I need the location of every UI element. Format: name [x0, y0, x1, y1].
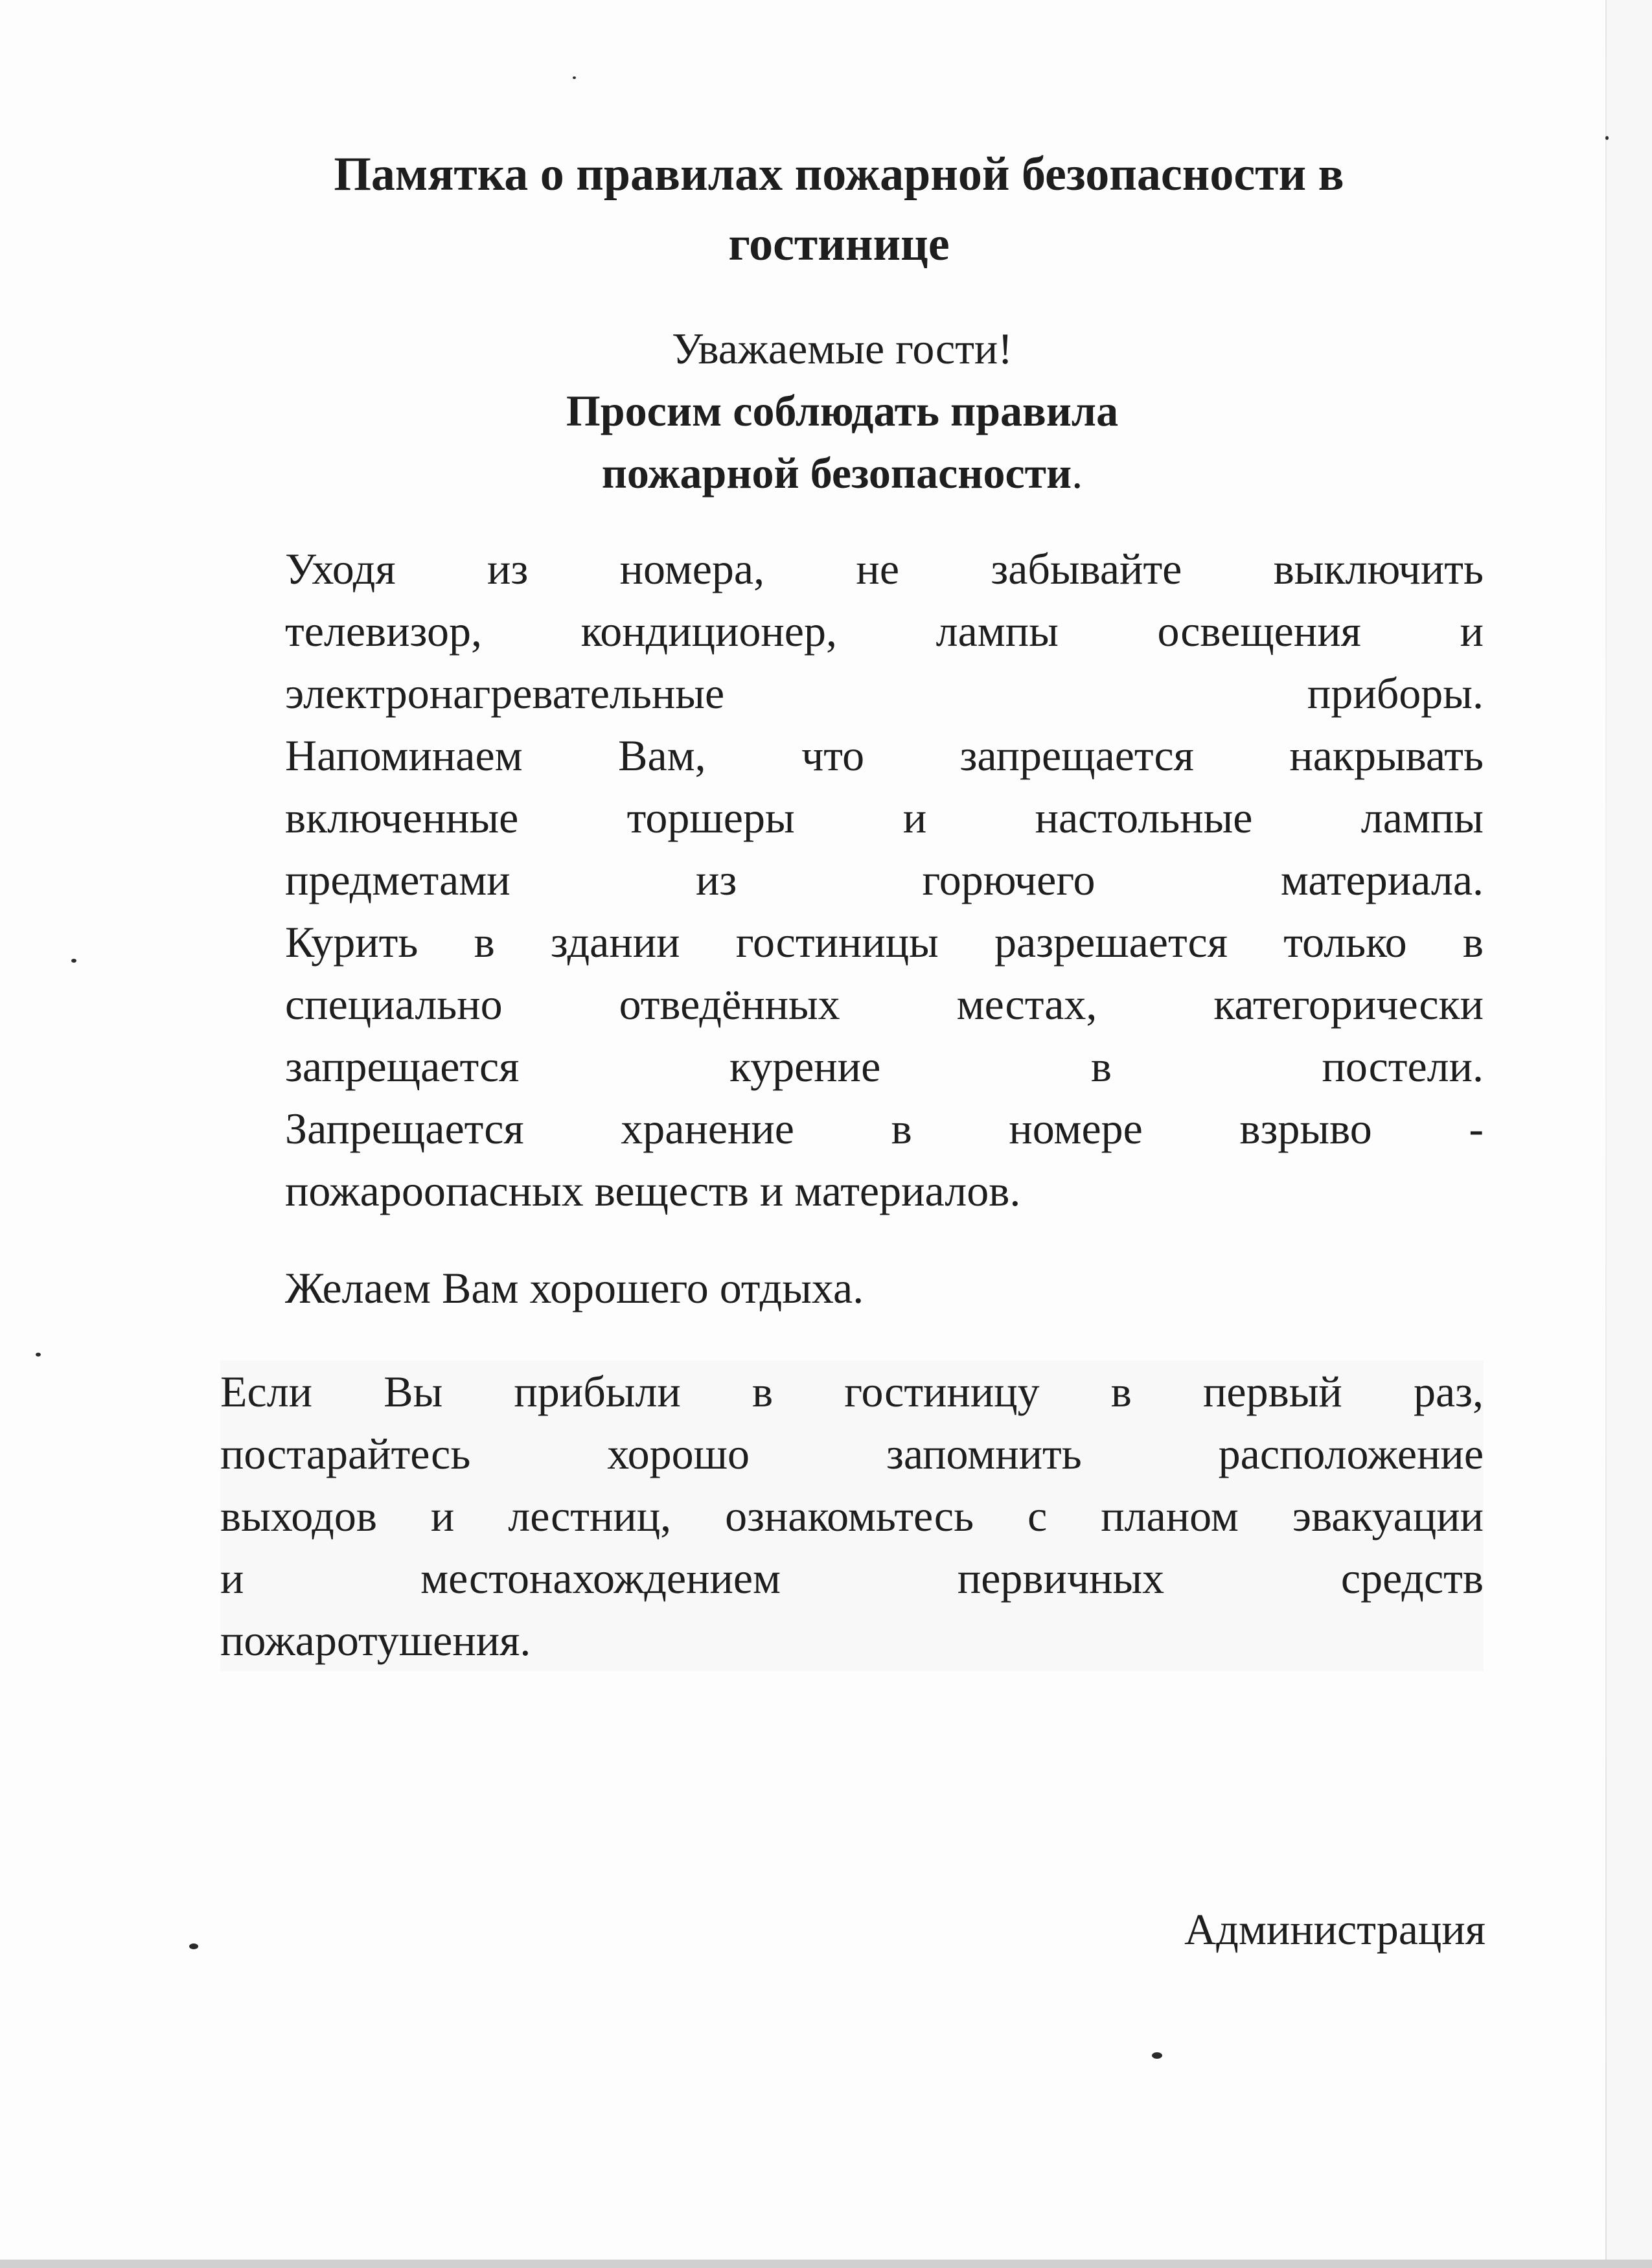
title-line: Памятка о правилах пожарной безопасности в — [334, 148, 1344, 201]
scan-speck — [36, 1353, 41, 1357]
greeting-salutation: Уважаемые гости! — [672, 324, 1013, 373]
rules-paragraph — [285, 538, 1484, 1222]
page-margin-shadow — [1607, 0, 1652, 2268]
scan-speck — [573, 76, 576, 79]
scan-speck — [71, 959, 76, 963]
rules-line: запрещается курение в постели. — [285, 1042, 1484, 1091]
page-edge — [1605, 0, 1607, 2268]
page-title — [194, 139, 1484, 279]
rules-line: телевизор, кондиционер, лампы освещения и — [285, 606, 1484, 656]
rules-line: специально отведённых местах, категорически — [285, 979, 1484, 1029]
greeting-request-period: . — [1072, 448, 1083, 498]
rules-line: Курить в здании гостиницы разрешается только в — [285, 917, 1484, 967]
rules-line: Напоминаем Вам, что запрещается накрывать — [285, 731, 1484, 780]
scan-bottom-edge — [0, 2260, 1652, 2268]
title-line: гостинице — [728, 218, 950, 271]
rules-line: предметами из горючего материала. — [285, 855, 1484, 904]
closing-wish: Желаем Вам хорошего отдыха. — [285, 1263, 864, 1312]
signature: Администрация — [1184, 1905, 1486, 1954]
rules-line: включенные торшеры и настольные лампы — [285, 793, 1484, 842]
advice-line: постарайтесь хорошо запомнить расположение — [220, 1429, 1484, 1478]
advice-paragraph — [220, 1360, 1484, 1671]
advice-line: Если Вы прибыли в гостиницу в первый раз, — [220, 1367, 1484, 1416]
scan-speck — [1605, 136, 1609, 140]
greeting-request — [194, 380, 1490, 504]
rules-line: пожароопасных веществ и материалов. — [285, 1166, 1021, 1215]
advice-line: пожаротушения. — [220, 1616, 531, 1665]
scan-speck — [1152, 2052, 1162, 2059]
rules-line: Запрещается хранение в номере взрыво - — [285, 1104, 1484, 1153]
greeting-request-text: Просим соблюдать правила пожарной безопасности — [566, 386, 1119, 498]
scan-speck — [189, 1943, 198, 1949]
advice-line: и местонахождением первичных средств — [220, 1553, 1484, 1603]
greeting-block — [194, 317, 1490, 504]
rules-line: Уходя из номера, не забывайте выключить — [285, 544, 1484, 593]
advice-line: выходов и лестниц, ознакомьтесь с планом эвакуации — [220, 1491, 1484, 1541]
rules-line: электронагревательные приборы. — [285, 669, 1484, 718]
